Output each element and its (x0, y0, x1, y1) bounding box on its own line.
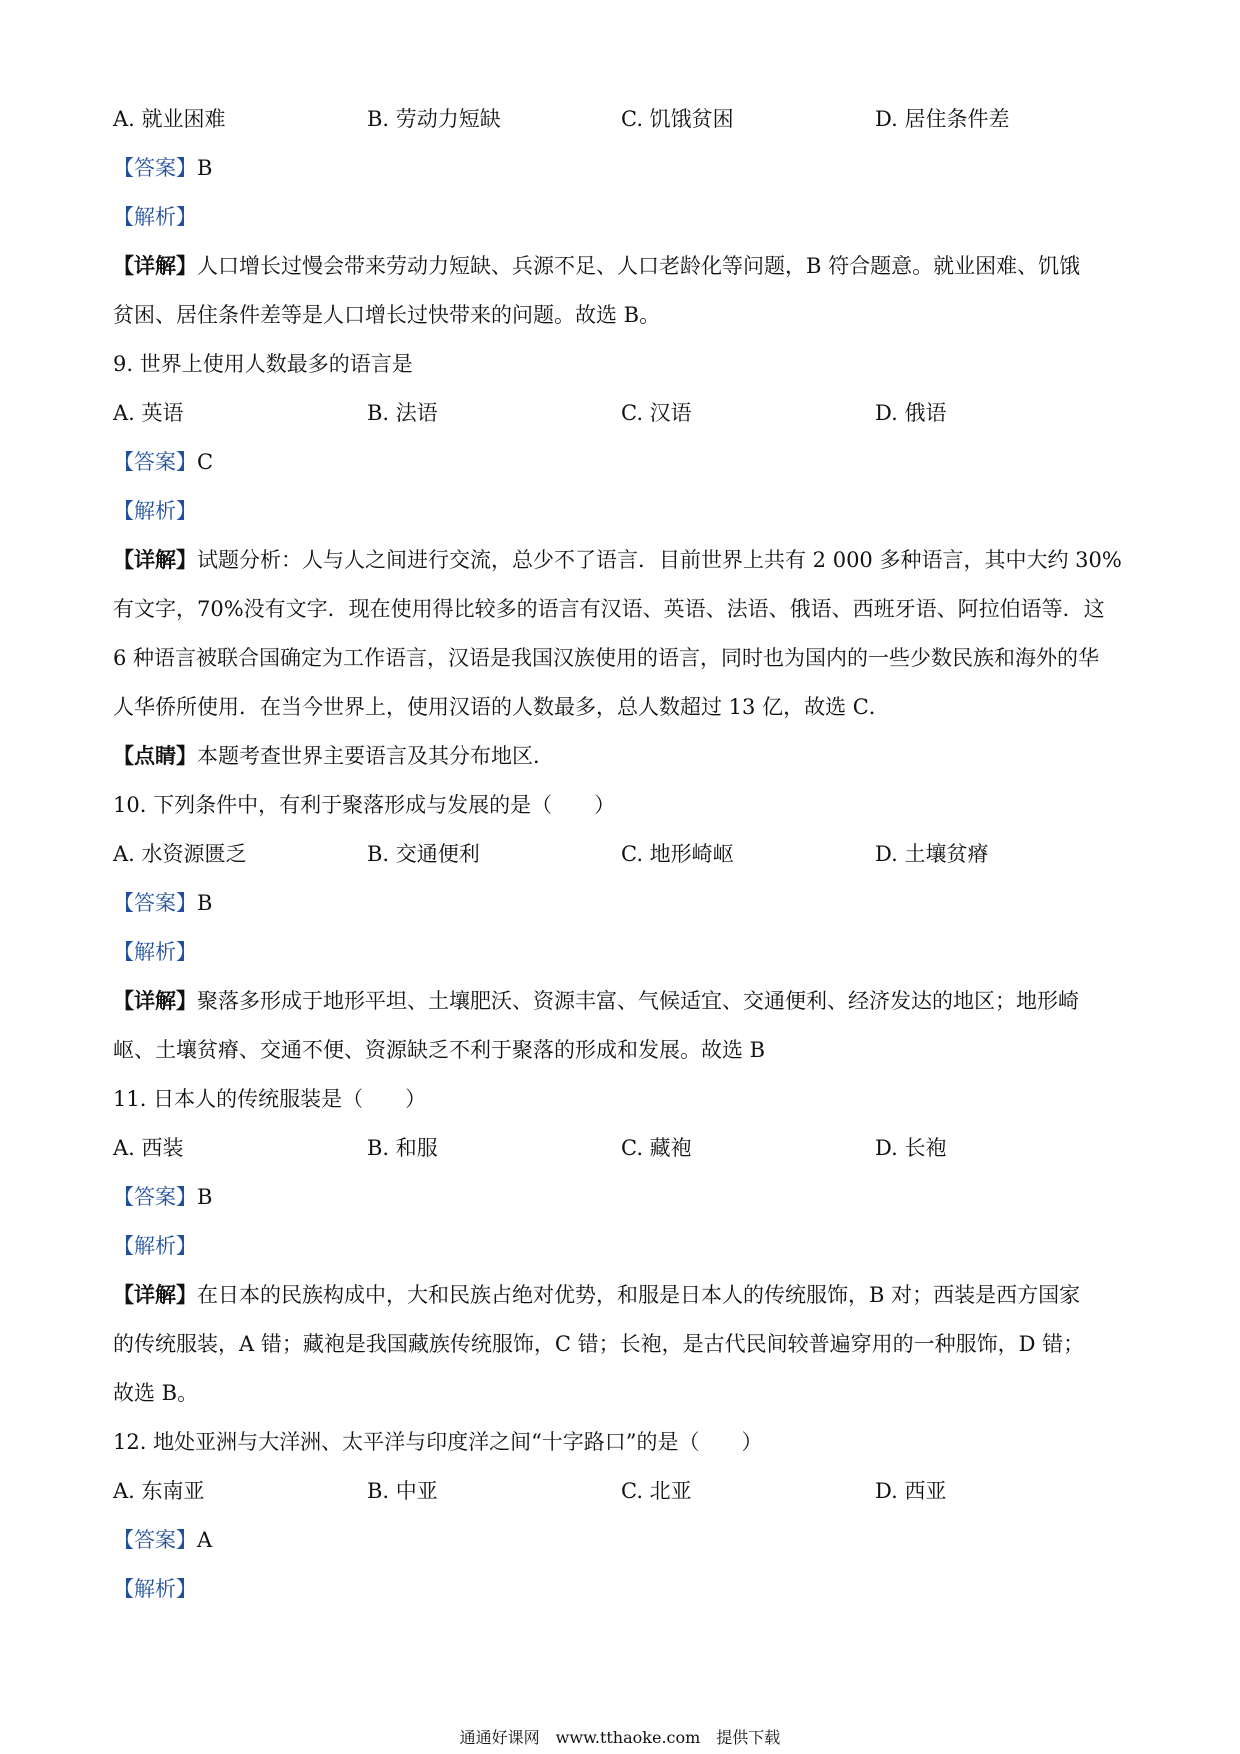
detail-tag: 【详解】 (113, 1282, 197, 1307)
q12-analysis (113, 1574, 1133, 1604)
q11-detail-line-1 (113, 1280, 1133, 1310)
page-footer: 通通好课网 www.tthaoke.com 提供下载 (459, 1728, 781, 1747)
q9-answer (113, 447, 1133, 477)
q10-answer (113, 888, 1133, 918)
detail-text: 人口增长过慢会带来劳动力短缺、兵源不足、人口老龄化等问题，B 符合题意。就业困难、饥饿 (197, 254, 1081, 278)
analysis-tag: 【解析】 (113, 1234, 197, 1258)
comment-text: 本题考查世界主要语言及其分布地区． (197, 744, 554, 768)
answer-value: B (197, 156, 213, 180)
analysis-tag: 【解析】 (113, 499, 197, 523)
q8-analysis (113, 202, 1133, 232)
q10-option-c: C. 地形崎岖 (621, 842, 734, 866)
q11-options (113, 1133, 1133, 1163)
answer-value: B (197, 891, 213, 915)
q8-option-c: C. 饥饿贫困 (621, 107, 734, 131)
answer-value: B (197, 1185, 213, 1209)
q12-answer (113, 1525, 1133, 1555)
q9-option-d: D. 俄语 (875, 401, 947, 425)
detail-tag: 【详解】 (113, 547, 197, 572)
detail-text: 聚落多形成于地形平坦、土壤肥沃、资源丰富、气候适宜、交通便利、经济发达的地区；地形崎 (197, 989, 1079, 1013)
answer-tag: 【答案】 (113, 891, 197, 915)
detail-text: 在日本的民族构成中，大和民族占绝对优势，和服是日本人的传统服饰，B 对；西装是西方国家 (197, 1283, 1081, 1307)
answer-value: A (197, 1528, 213, 1552)
q10-detail-line-2: 岖、土壤贫瘠、交通不便、资源缺乏不利于聚落的形成和发展。故选 B (113, 1038, 766, 1062)
q9-option-b: B. 法语 (367, 401, 438, 425)
q11-detail-line-3: 故选 B。 (113, 1381, 199, 1405)
q8-options (113, 104, 1133, 134)
q12-options (113, 1476, 1133, 1506)
q9-analysis (113, 496, 1133, 526)
q8-option-a: A. 就业困难 (113, 107, 226, 131)
q9-detail-line-3: 6 种语言被联合国确定为工作语言，汉语是我国汉族使用的语言，同时也为国内的一些少数民族和海外的华 (113, 646, 1100, 670)
q9-options (113, 398, 1133, 428)
analysis-tag: 【解析】 (113, 205, 197, 229)
q10-detail-line-1 (113, 986, 1133, 1016)
q9-option-c: C. 汉语 (621, 401, 692, 425)
q8-option-d: D. 居住条件差 (875, 107, 1010, 131)
q11-option-c: C. 藏袍 (621, 1136, 692, 1160)
analysis-tag: 【解析】 (113, 1577, 197, 1601)
q8-answer (113, 153, 1133, 183)
answer-tag: 【答案】 (113, 156, 197, 180)
q9-detail-line-4: 人华侨所使用．在当今世界上，使用汉语的人数最多，总人数超过 13 亿，故选 C． (113, 695, 890, 719)
q9-detail-line-2: 有文字，70%没有文字．现在使用得比较多的语言有汉语、英语、法语、俄语、西班牙语、阿拉伯语等．这 (113, 597, 1105, 621)
detail-tag: 【详解】 (113, 988, 197, 1013)
q10-option-b: B. 交通便利 (367, 842, 480, 866)
analysis-tag: 【解析】 (113, 940, 197, 964)
q10-question: 10. 下列条件中，有利于聚落形成与发展的是（ ） (113, 793, 616, 817)
q11-analysis (113, 1231, 1133, 1261)
q9-comment (113, 741, 1133, 771)
q11-question: 11. 日本人的传统服装是（ ） (113, 1087, 427, 1111)
q11-detail-line-2: 的传统服装，A 错；藏袍是我国藏族传统服饰，C 错；长袍，是古代民间较普遍穿用的一种服饰，D 错； (113, 1332, 1085, 1356)
q11-option-b: B. 和服 (367, 1136, 438, 1160)
q12-option-d: D. 西亚 (875, 1479, 947, 1503)
detail-text: 试题分析：人与人之间进行交流，总少不了语言．目前世界上共有 2 000 多种语言，其中大约 30% (197, 548, 1122, 572)
q12-option-b: B. 中亚 (367, 1479, 438, 1503)
q10-option-d: D. 土壤贫瘠 (875, 842, 989, 866)
answer-tag: 【答案】 (113, 1185, 197, 1209)
comment-tag: 【点睛】 (113, 743, 197, 768)
answer-tag: 【答案】 (113, 450, 197, 474)
answer-value: C (197, 450, 214, 474)
q10-analysis (113, 937, 1133, 967)
q12-option-a: A. 东南亚 (113, 1479, 205, 1503)
q12-option-c: C. 北亚 (621, 1479, 692, 1503)
q8-detail-line-2: 贫困、居住条件差等是人口增长过快带来的问题。故选 B。 (113, 303, 661, 327)
q11-option-a: A. 西装 (113, 1136, 184, 1160)
q8-detail-line-1 (113, 251, 1133, 281)
q10-options (113, 839, 1133, 869)
q9-option-a: A. 英语 (113, 401, 184, 425)
q8-option-b: B. 劳动力短缺 (367, 107, 501, 131)
q11-option-d: D. 长袍 (875, 1136, 947, 1160)
q9-question: 9. 世界上使用人数最多的语言是 (113, 352, 413, 376)
q9-detail-line-1 (113, 545, 1133, 575)
answer-tag: 【答案】 (113, 1528, 197, 1552)
detail-tag: 【详解】 (113, 253, 197, 278)
q10-option-a: A. 水资源匮乏 (113, 842, 247, 866)
q11-answer (113, 1182, 1133, 1212)
q12-question: 12. 地处亚洲与大洋洲、太平洋与印度洋之间“十字路口”的是（ ） (113, 1430, 763, 1454)
